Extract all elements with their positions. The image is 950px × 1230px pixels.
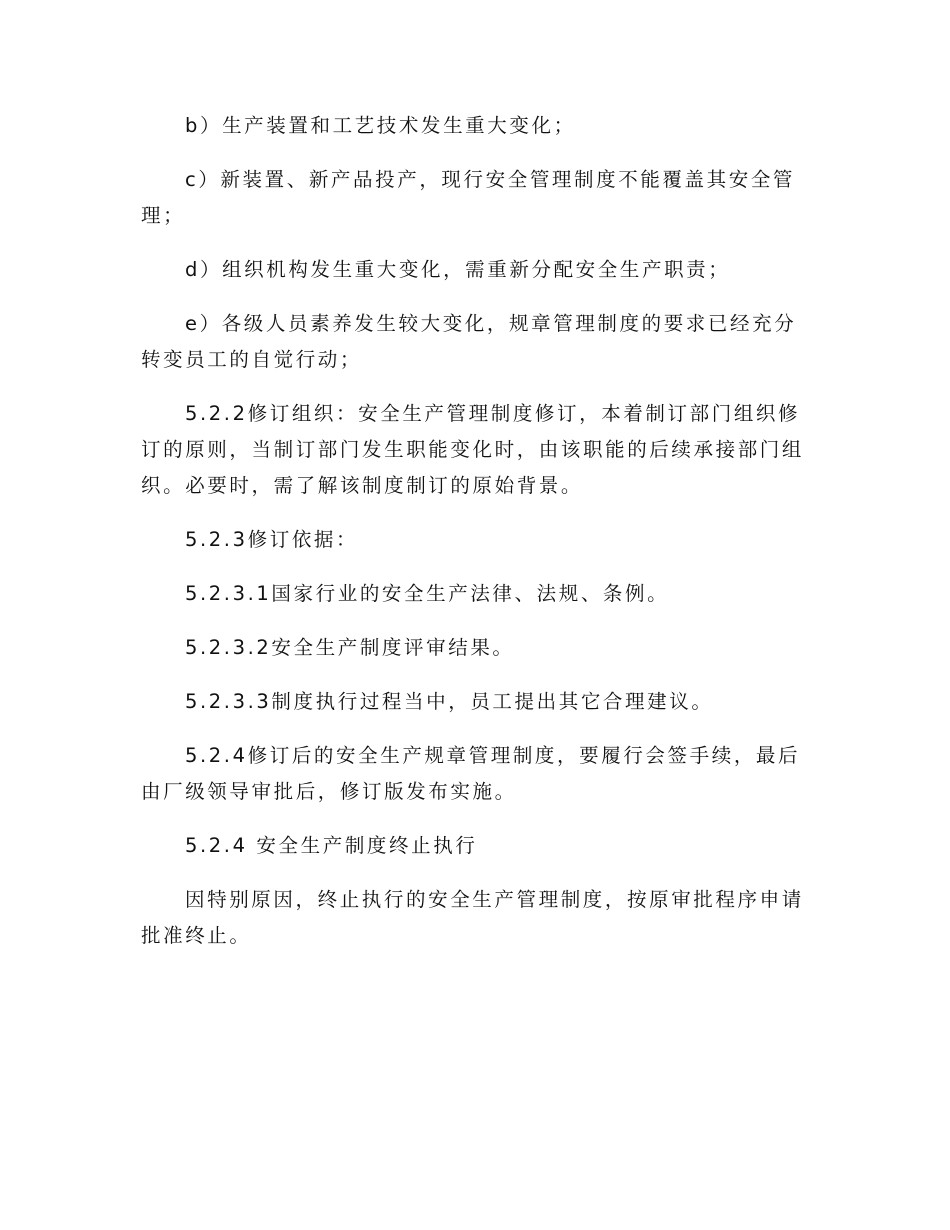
paragraph-5-2-3: 5.2.3修订依据： xyxy=(185,528,359,551)
paragraph-5-2-3-1: 5.2.3.1国家行业的安全生产法律、法规、条例。 xyxy=(185,582,670,605)
paragraph-5-2-4-revision: 5.2.4修订后的安全生产规章管理制度，要履行会签手续，最后由厂级领导审批后，修订版发布实施。 xyxy=(141,744,801,803)
paragraph-item-e: e）各级人员素养发生较大变化，规章管理制度的要求已经充分转变员工的自觉行动； xyxy=(141,312,797,371)
paragraph-5-2-3-3: 5.2.3.3制度执行过程当中，员工提出其它合理建议。 xyxy=(185,690,714,713)
paragraph-item-b: b）生产装置和工艺技术发生重大变化； xyxy=(185,114,576,137)
document-body xyxy=(141,108,813,954)
paragraph-5-2-3-2: 5.2.3.2安全生产制度评审结果。 xyxy=(185,636,515,659)
paragraph-item-d: d）组织机构发生重大变化，需重新分配安全生产职责； xyxy=(185,258,731,281)
paragraph-item-c: c）新装置、新产品投产，现行安全管理制度不能覆盖其安全管理； xyxy=(141,168,796,227)
paragraph-5-2-2: 5.2.2修订组织：安全生产管理制度修订，本着制订部门组织修订的原则，当制订部门发生职能变化时，由该职能的后续承接部门组织。必要时，需了解该制度制订的原始背景。 xyxy=(141,402,805,497)
paragraph-termination-reason: 因特别原因，终止执行的安全生产管理制度，按原审批程序申请批准终止。 xyxy=(141,888,804,947)
section-heading-5-2-4-termination: 5.2.4 安全生产制度终止执行 xyxy=(185,834,478,857)
